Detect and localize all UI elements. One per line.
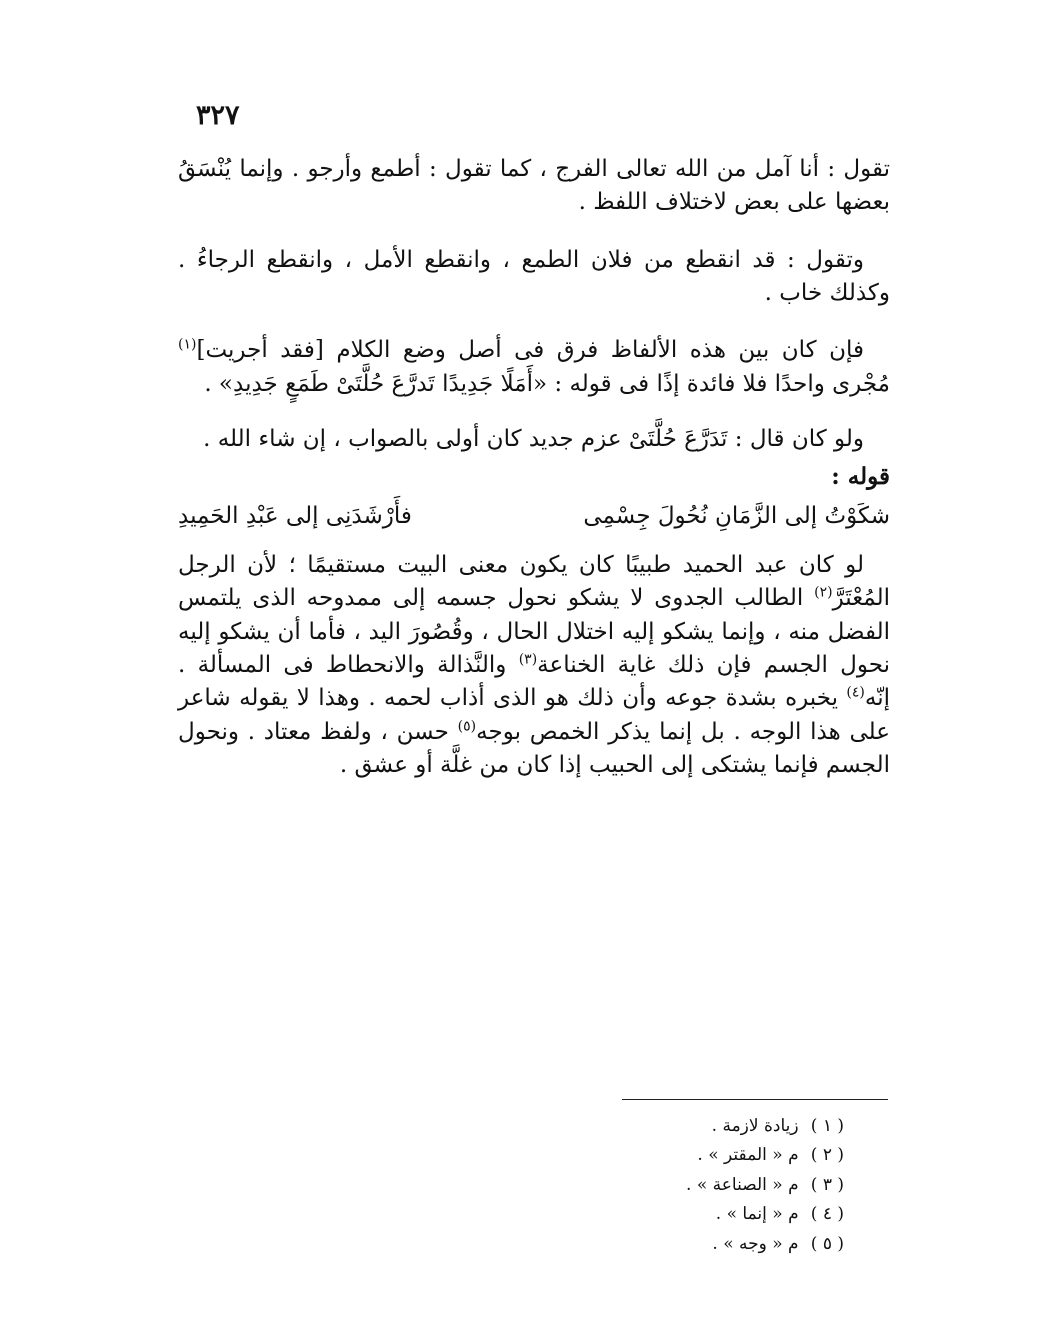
footnote-4	[622, 1200, 844, 1229]
footnote-text: م « الصناعة » .	[686, 1174, 799, 1195]
commentary-paragraph	[178, 549, 890, 782]
paragraph-4: ولو كان قال : تَدَرَّعَ حُلَّتَىْ عزم جديد كان أولى بالصواب ، إن شاء الله .	[203, 426, 864, 453]
verse-second-hemistich: فأَرْشَدَنِى إلى عَبْدِ الحَمِيدِ	[178, 502, 412, 529]
footnote-ref-1: (١)	[178, 336, 197, 353]
commentary-part-4: يخبره بشدة جوعه وأن ذلك هو الذى أذاب لحمه . وهذا لا يقوله شاعر على هذا الوجه . بل إنما يذكر الخمص بوجه	[178, 685, 891, 745]
footnote-2	[622, 1141, 844, 1170]
footnote-number: ( ٥ )	[810, 1233, 844, 1254]
commentary-part-3: والنَّذالة والانحطاط فى المسألة . إنّه	[178, 652, 890, 712]
footnote-number: ( ٣ )	[810, 1174, 844, 1195]
page-number: ٣٢٧	[196, 100, 240, 131]
footnote-text: م « وجه » .	[712, 1233, 799, 1254]
footnote-text: م « إنما » .	[715, 1204, 799, 1225]
commentary-part-2: الطالب الجدوى لا يشكو نحول جسمه إلى ممدوحه الذى يلتمس الفضل منه ، وإنما يشكو إليه اختلال الحال ، وقُصُورَ اليد ، فأما أن يشكو إليه نحول الجسم فإن ذلك غاية الخناعة	[178, 585, 890, 679]
footnote-1	[622, 1112, 844, 1141]
paragraph-3-text: فإن كان بين هذه الألفاظ فرق فى أصل وضع الكلام [فقد أجريت]	[196, 337, 864, 364]
footnote-5	[622, 1230, 844, 1259]
footnote-number: ( ٢ )	[810, 1145, 844, 1166]
footnote-3	[622, 1171, 844, 1200]
footnotes-block	[622, 1112, 844, 1259]
paragraph-3-continuation: مُجْرى واحدًا فلا فائدة إذًا فى قوله : «أَمَلًا جَدِيدًا تَدرَّعَ حُلَّتَىْ طَمَعٍ جَدِيدِ» .	[204, 370, 890, 397]
footnote-number: ( ٤ )	[810, 1204, 844, 1225]
paragraph-3	[178, 334, 890, 401]
main-text-block	[178, 153, 890, 783]
footnote-ref-2: (٢)	[814, 584, 833, 601]
footnote-number: ( ١ )	[810, 1116, 844, 1136]
paragraph-2: وتقول : قد انقطع من فلان الطمع ، وانقطع الأمل ، وانقطع الرجاءُ . وكذلك خاب .	[178, 246, 890, 307]
commentary-part-5: حسن ، ولفظ معتاد . ونحول الجسم فإنما يشتكى إلى الحبيب إذا كان من غلَّة أو عشق .	[178, 718, 890, 779]
paragraph-1: تقول : أنا آمل من الله تعالى الفرج ، كما تقول : أطمع وأرجو . وإنما يُنْسَقُ بعضها على بعض لاختلاف اللفظ .	[178, 156, 890, 216]
footnote-ref-3: (٣)	[518, 651, 538, 668]
verse-first-hemistich: شكَوْتُ إلى الزَّمَانِ نُحُولَ جِسْمِى	[583, 502, 890, 529]
footnote-divider	[622, 1099, 888, 1100]
footnote-text: م « المقتر » .	[697, 1145, 799, 1166]
commentary-part-1: لو كان عبد الحميد طبيبًا كان يكون معنى البيت مستقيمًا ؛ لأن الرجل المُعْتَرَّ	[178, 552, 890, 612]
footnote-ref-4: (٤)	[846, 684, 865, 701]
verse-heading: قوله :	[831, 463, 890, 491]
footnote-text: زيادة لازمة .	[711, 1116, 799, 1136]
poetry-verse	[178, 500, 890, 533]
footnote-ref-5: (٥)	[457, 718, 477, 735]
